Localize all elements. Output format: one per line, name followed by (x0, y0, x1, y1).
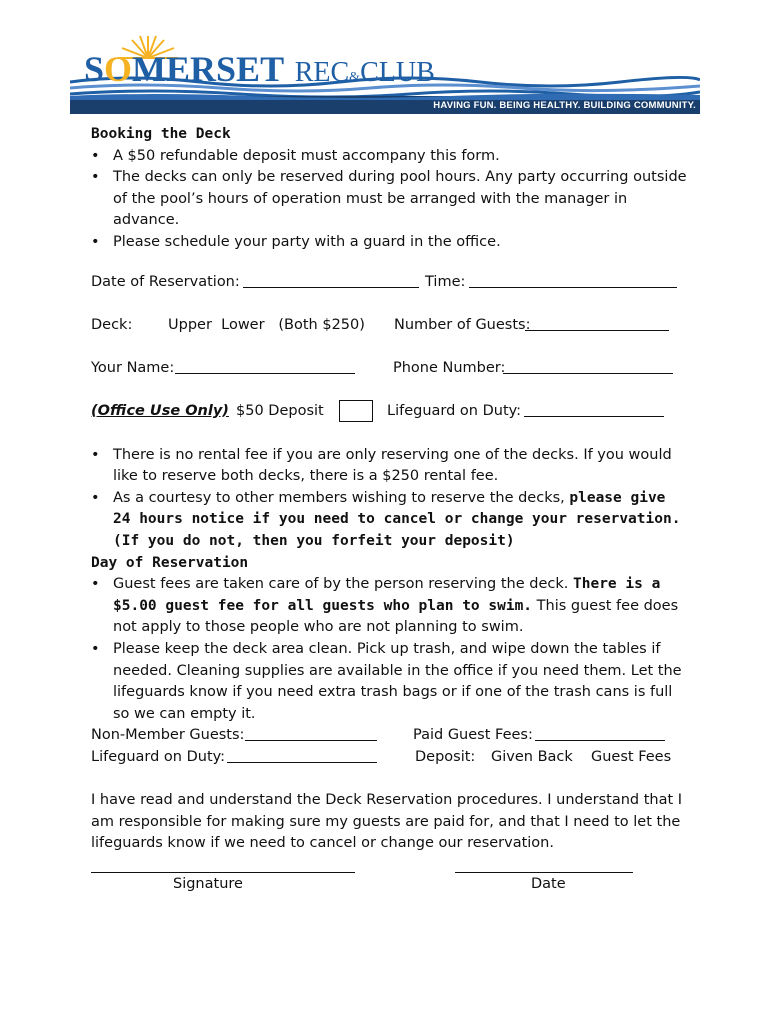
list-item (91, 574, 691, 639)
list-item: • There is no rental fee if you are only reserving one of the decks. If you would like to reserve both decks, there is a $250 rental fee. (91, 445, 691, 488)
time-label: Time: (425, 273, 466, 290)
brand-o: O (104, 49, 133, 89)
list-item: • Please schedule your party with a guard in the office. (91, 232, 691, 254)
deck-label: Deck: (91, 316, 133, 333)
office-use-row (91, 401, 691, 423)
list-item (91, 488, 691, 553)
deposit-checkbox[interactable] (339, 400, 373, 422)
paid-fees-field[interactable] (535, 725, 665, 741)
office-use-label: (Office Use Only) (91, 402, 229, 419)
cancel-notice: please give 24 hours notice if you need to cancel or change your reservation. (If you do not, then you forfeit your deposit) (113, 489, 681, 549)
booking-list (91, 146, 691, 254)
paid-fees-label: Paid Guest Fees: (413, 727, 533, 744)
guests-field[interactable] (525, 315, 669, 331)
agreement-text: I have read and understand the Deck Reservation procedures. I understand that I am responsible for making sure my guests are paid for, and that I need to let the lifeguards know if we need to cancel or change our reservation. (91, 792, 683, 852)
brand-rec: REC (294, 57, 350, 88)
brand-club: CLUB (360, 57, 435, 88)
courtesy-text: As a courtesy to other members wishing to reserve the decks, (113, 489, 570, 506)
name-field[interactable] (175, 358, 355, 374)
rules-list (91, 445, 691, 553)
time-field[interactable] (469, 272, 677, 288)
nonmember-row (91, 725, 691, 747)
deposit-label: $50 Deposit (236, 402, 324, 419)
list-item: • Please keep the deck area clean. Pick up trash, and wipe down the tables if needed. Cleaning supplies are available in the office if you need them. Let the lifeguards know if you need extra trash bags or if one of the trash cans is full so we can empty it. (91, 639, 691, 725)
guest-fee-text: Guest fees are taken care of by the person reserving the deck. (113, 576, 573, 593)
form-body (91, 124, 691, 855)
day-lifeguard-label: Lifeguard on Duty: (91, 749, 226, 766)
name-label: Your Name: (91, 359, 175, 376)
lifeguard-label: Lifeguard on Duty: (387, 402, 522, 419)
list-item: • A $50 refundable deposit must accompany this form. (91, 146, 691, 168)
day-heading: Day of Reservation (91, 554, 249, 571)
guest-fee-bold: There is a $5.00 guest fee for all guests who plan to swim. (113, 576, 661, 614)
guest-fees-option[interactable]: Guest Fees (591, 749, 672, 766)
date-line[interactable] (455, 872, 633, 873)
day-list (91, 574, 691, 725)
given-back-option[interactable]: Given Back (491, 749, 573, 766)
phone-field[interactable] (503, 358, 673, 374)
nonmember-label: Non-Member Guests: (91, 727, 245, 744)
lifeguard-field[interactable] (524, 401, 664, 417)
date-field[interactable] (243, 272, 419, 288)
day-deposit-label: Deposit: (415, 749, 476, 766)
day-lifeguard-row (91, 747, 691, 769)
deck-options[interactable]: Upper Lower (Both $250) (168, 316, 365, 333)
day-lifeguard-field[interactable] (227, 747, 377, 763)
date-signature-label: Date (531, 876, 566, 892)
tagline: HAVING FUN. BEING HEALTHY. BUILDING COMMUNITY. (433, 100, 696, 111)
deck-row (91, 315, 691, 337)
phone-label: Phone Number: (393, 359, 506, 376)
guest-fee-tail: This guest fee does not apply to those people who are not planning to swim. (113, 597, 679, 636)
list-item: • The decks can only be reserved during pool hours. Any party occurring outside of the pool’s hours of operation must be arranged with the manager in advance. (91, 167, 691, 232)
nonmember-field[interactable] (245, 725, 377, 741)
brand-merset: MERSET (132, 49, 285, 89)
booking-heading: Booking the Deck (91, 126, 231, 142)
brand-s: S (84, 49, 105, 89)
guests-label: Number of Guests: (394, 316, 531, 333)
name-phone-row (91, 358, 691, 380)
brand-amp: & (349, 70, 361, 85)
signature-label: Signature (173, 876, 243, 892)
date-time-row (91, 272, 691, 294)
date-label: Date of Reservation: (91, 273, 240, 290)
signature-line[interactable] (91, 872, 355, 873)
